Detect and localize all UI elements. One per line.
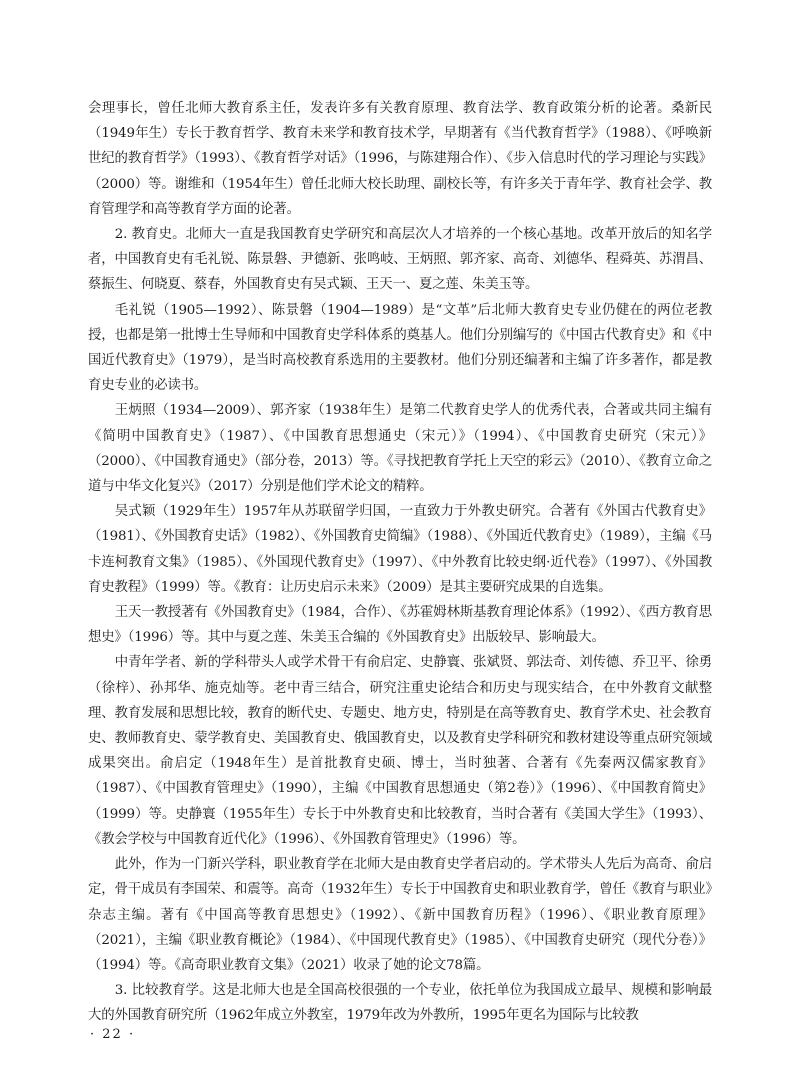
paragraph-5: 吴式颖（1929年生）1957年从苏联留学归国，一直致力于外教史研究。合著有《外国古代教育史》（1981）、《外国教育史话》（1982）、《外国教育史简编》（1988）、《外国近代教育史》（1989），主编《马卡连柯教育文集》（1985）、《外国现代教育史》（1997）、《中外教育比较史纲·近代卷》（1997）、《外国教育史教程》（1999）等。《教育：让历史启示未来》（2009）是其主要研究成果的自选集。 <box>88 504 712 595</box>
paragraph-6: 王天一教授著有《外国教育史》（1984，合作）、《苏霍姆林斯基教育理论体系》（1992）、《西方教育思想史》（1996）等。其中与夏之莲、朱美玉合编的《外国教育史》出版较早、影响最大。 <box>88 605 712 646</box>
paragraph-3: 毛礼锐（1905—1992）、陈景磐（1904—1989）是“文革”后北师大教育史专业仍健在的两位老教授，也都是第一批博士生导师和中国教育史学科体系的奠基人。他们分别编写的《中国古代教育史》和《中国近代教育史》（1979），是当时高校教育系选用的主要教材。他们分别还编著和主编了许多著作，都是教育史专业的必读书。 <box>88 302 712 394</box>
paragraph-7: 中青年学者、新的学科带头人或学术骨干有俞启定、史静寰、张斌贤、郭法奇、刘传德、乔卫平、徐勇（徐梓）、孙邦华、施克灿等。老中青三结合，研究注重史论结合和历史与现实结合，在中外教育文献整理、教育发展和思想比较，教育的断代史、专题史、地方史，特别是在高等教育史、教育学术史、社会教育史、教师教育史、蒙学教育史、美国教育史、俄国教育史，以及教育史学科研究和教材建设等重点研究领域成果突出。俞启定（1948年生）是首批教育史硕、博士，当时独著、合著有《先秦两汉儒家教育》（1987）、《中国教育管理史》（1990），主编《中国教育思想通史（第2卷）》（1996）、《中国教育简史》（1999）等。史静寰（1955年生）专长于中外教育史和比较教育，当时合著有《美国大学生》（1993）、《教会学校与中国教育近代化》（1996）、《外国教育管理史》（1996）等。 <box>88 655 712 847</box>
paragraph-4: 王炳照（1934—2009）、郭齐家（1938年生）是第二代教育史学人的优秀代表，合著或共同主编有《简明中国教育史》（1987）、《中国教育思想通史（宋元）》（1994）、《中国教育史研究（宋元）》（2000）、《中国教育通史》（部分卷，2013）等。《寻找把教育学托上天空的彩云》（2010）、《教育立命之道与中华文化复兴》（2017）分别是他们学术论文的精粹。 <box>88 403 712 495</box>
paragraph-1: 会理事长，曾任北师大教育系主任，发表许多有关教育原理、教育法学、教育政策分析的论著。桑新民（1949年生）专长于教育哲学、教育未来学和教育技术学，早期著有《当代教育哲学》（1988）、《呼唤新世纪的教育哲学》（1993）、《教育哲学对话》（1996，与陈建翔合作）、《步入信息时代的学习理论与实践》（2000）等。谢维和（1954年生）曾任北师大校长助理、副校长等，有许多关于青年学、教育社会学、教育管理学和高等教育学方面的论著。 <box>88 101 712 217</box>
paragraph-9: 3. 比较教育学。这是北师大也是全国高校很强的一个专业，依托单位为我国成立最早、规模和影响最大的外国教育研究所（1962年成立外教室，1979年改为外教所，1995年更名为国际与比较教 <box>88 983 712 1024</box>
paragraph-2: 2. 教育史。北师大一直是我国教育史学研究和高层次人才培养的一个核心基地。改革开放后的知名学者，中国教育史有毛礼锐、陈景磐、尹德新、张鸣岐、王炳照、郭齐家、高奇、刘德华、程舜英、苏渭昌、蔡振生、何晓夏、蔡春，外国教育史有吴式颖、王天一、夏之莲、朱美玉等。 <box>88 227 712 293</box>
page-number: · 22 · <box>90 1027 136 1042</box>
paragraph-8: 此外，作为一门新兴学科，职业教育学在北师大是由教育史学者启动的。学术带头人先后为高奇、俞启定，骨干成员有李国荣、和震等。高奇（1932年生）专长于中国教育史和职业教育学，曾任《教育与职业》杂志主编。著有《中国高等教育思想史》（1992）、《新中国教育历程》（1996）、《职业教育原理》（2021），主编《职业教育概论》（1984）、《中国现代教育史》（1985）、《中国教育史研究（现代分卷）》（1994）等。《高奇职业教育文集》（2021）收录了她的论文78篇。 <box>88 857 712 973</box>
page-body <box>88 96 712 1029</box>
